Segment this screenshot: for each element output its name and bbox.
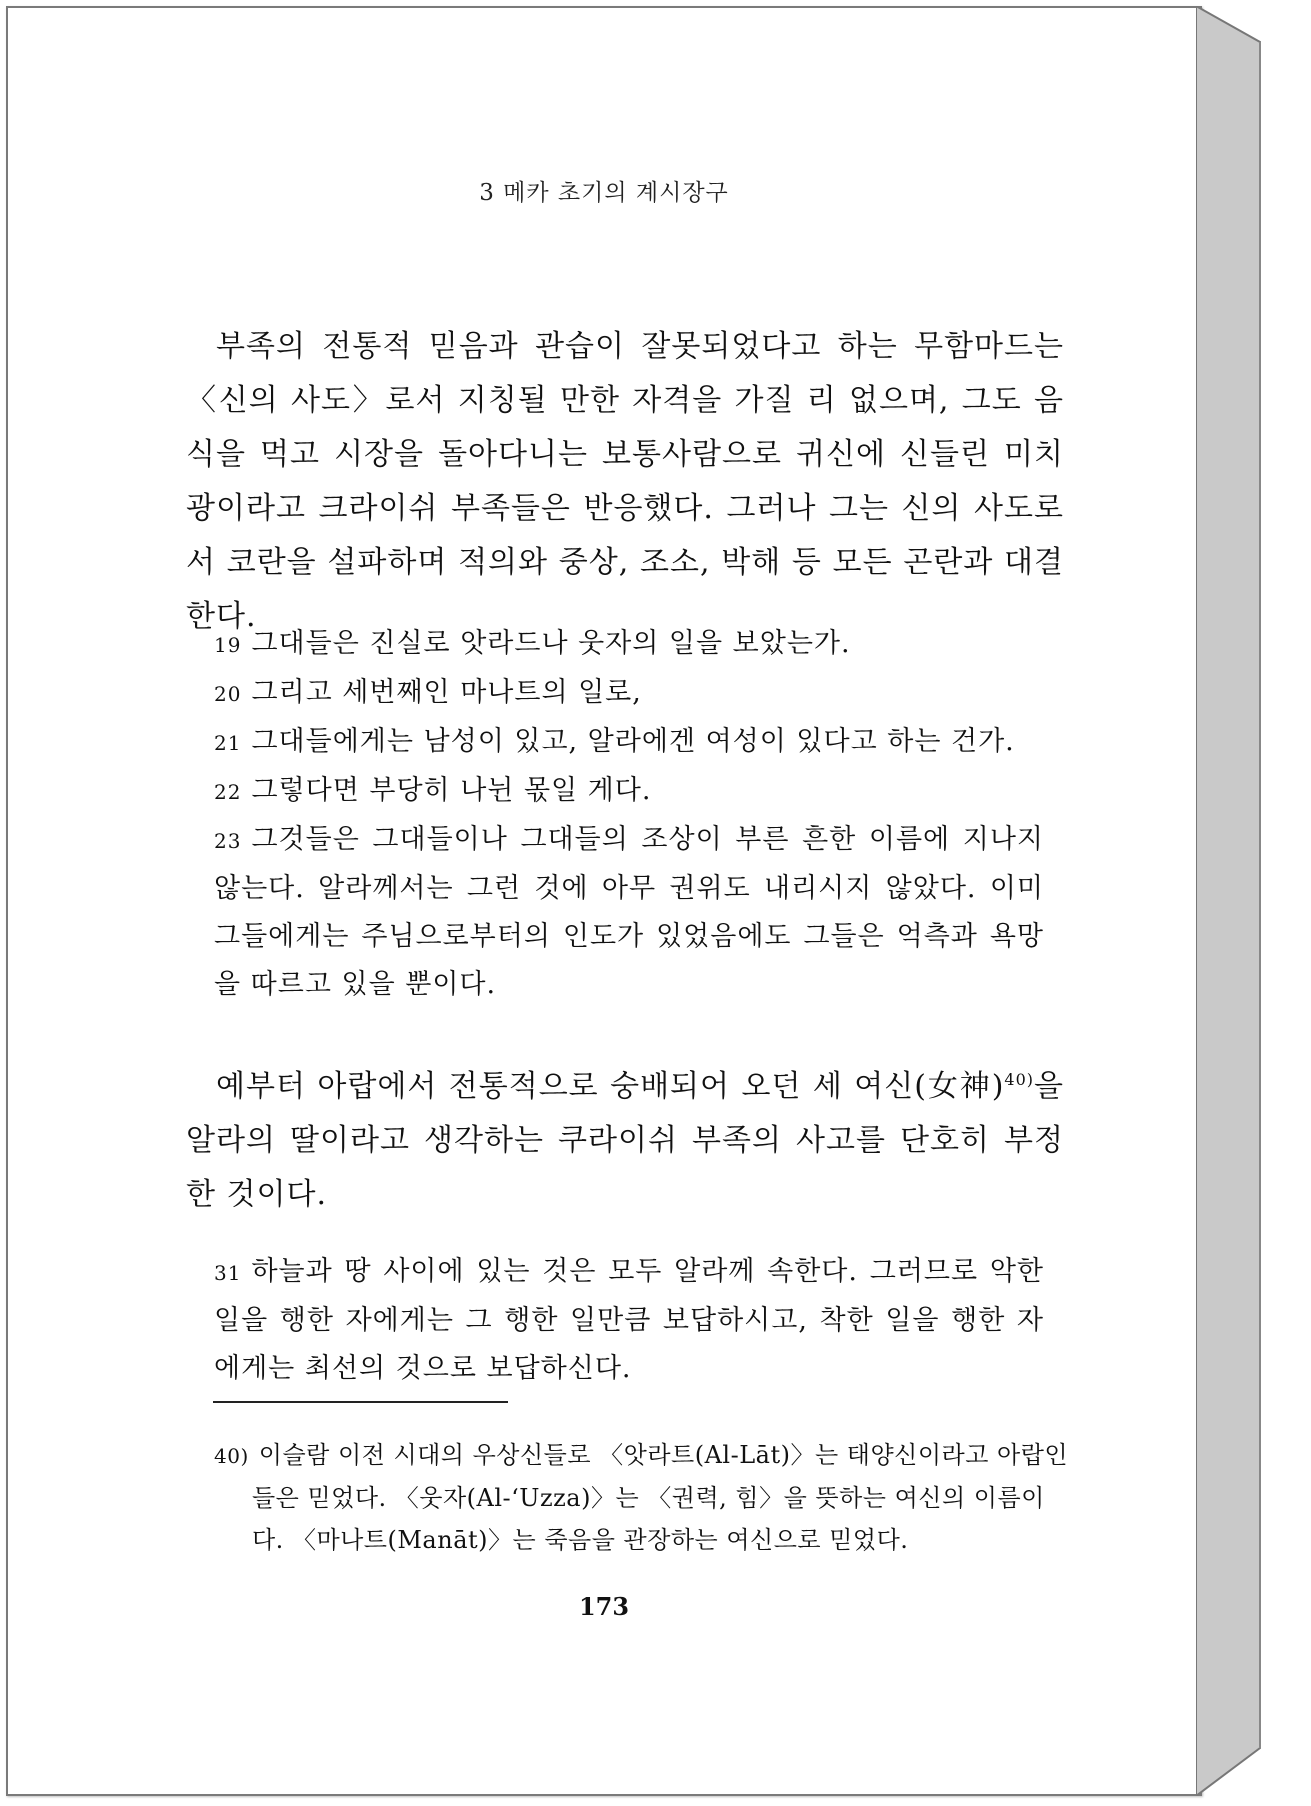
footnote-text: 이슬람 이전 시대의 우상신들로 〈앗라트(Al-Lāt)〉는 태양신이라고 아랍인들은 믿었다. 〈웃자(Al-‘Uzza)〉는 〈권력, 힘〉을 뜻하는 여신의 이름이다. 〈마나트(Manāt)〉는 죽음을 관장하는 여신으로 믿었다. (252, 1441, 1069, 1554)
footnote-number: 40) (214, 1444, 249, 1468)
verse-number: 23 (214, 829, 242, 853)
verse-block-2 (214, 1248, 1044, 1393)
verse-19 (214, 620, 1044, 669)
verse-block-1 (214, 620, 1044, 1009)
verse-number: 20 (214, 682, 242, 706)
verse-text: 그리고 세번째인 마나트의 일로, (251, 677, 642, 708)
verse-22 (214, 767, 1044, 816)
paragraph-text: 을 알라의 딸이라고 생각하는 쿠라이쉬 부족의 사고를 단호히 부정한 것이다. (186, 1069, 1064, 1212)
running-head: 3 메카 초기의 계시장구 (479, 180, 729, 206)
verse-number: 22 (214, 780, 242, 804)
book-spine-graphic (1196, 6, 1276, 1796)
verse-number: 31 (214, 1261, 242, 1285)
verse-number: 19 (214, 633, 242, 657)
verse-21 (214, 718, 1044, 767)
verse-20 (214, 669, 1044, 718)
verse-text: 그대들에게는 남성이 있고, 알라에겐 여성이 있다고 하는 건가. (251, 726, 1015, 757)
book-page (6, 6, 1202, 1796)
verse-text: 하늘과 땅 사이에 있는 것은 모두 알라께 속한다. 그러므로 악한 일을 행한 자에게는 그 행한 일만큼 보답하시고, 착한 일을 행한 자에게는 최선의 것으로 보답하신다. (214, 1256, 1044, 1384)
verse-31 (214, 1248, 1044, 1393)
verse-text: 그대들은 진실로 앗라드나 웃자의 일을 보았는가. (251, 628, 851, 659)
page-number: 173 (578, 1592, 630, 1621)
footnote-reference: 40) (1004, 1070, 1035, 1089)
footnote-divider (213, 1401, 508, 1403)
paragraph-text: 예부터 아랍에서 전통적으로 숭배되어 오던 세 여신(女神) (216, 1069, 1005, 1104)
verse-text: 그것들은 그대들이나 그대들의 조상이 부른 흔한 이름에 지나지 않는다. 알라께서는 그런 것에 아무 권위도 내리시지 않았다. 이미 그들에게는 주님으로부터의 인도가 있었음에도 그들은 억측과 욕망을 따르고 있을 뿐이다. (214, 824, 1044, 1000)
verse-number: 21 (214, 731, 242, 755)
book-edge (1196, 6, 1276, 1796)
verse-23 (214, 816, 1044, 1009)
footnote-40 (214, 1434, 1074, 1561)
verse-text: 그렇다면 부당히 나뉜 몫일 게다. (251, 775, 652, 806)
body-paragraph-1: 부족의 전통적 믿음과 관습이 잘못되었다고 하는 무함마드는 〈신의 사도〉로서 지칭될 만한 자격을 가질 리 없으며, 그도 음식을 먹고 시장을 돌아다니는 보통사람으로 귀신에 신들린 미치광이라고 크라이쉬 부족들은 반응했다. 그러나 그는 신의 사도로서 코란을 설파하며 적의와 중상, 조소, 박해 등 모든 곤란과 대결한다. (186, 329, 1064, 634)
body-paragraph-2 (186, 1053, 1064, 1222)
